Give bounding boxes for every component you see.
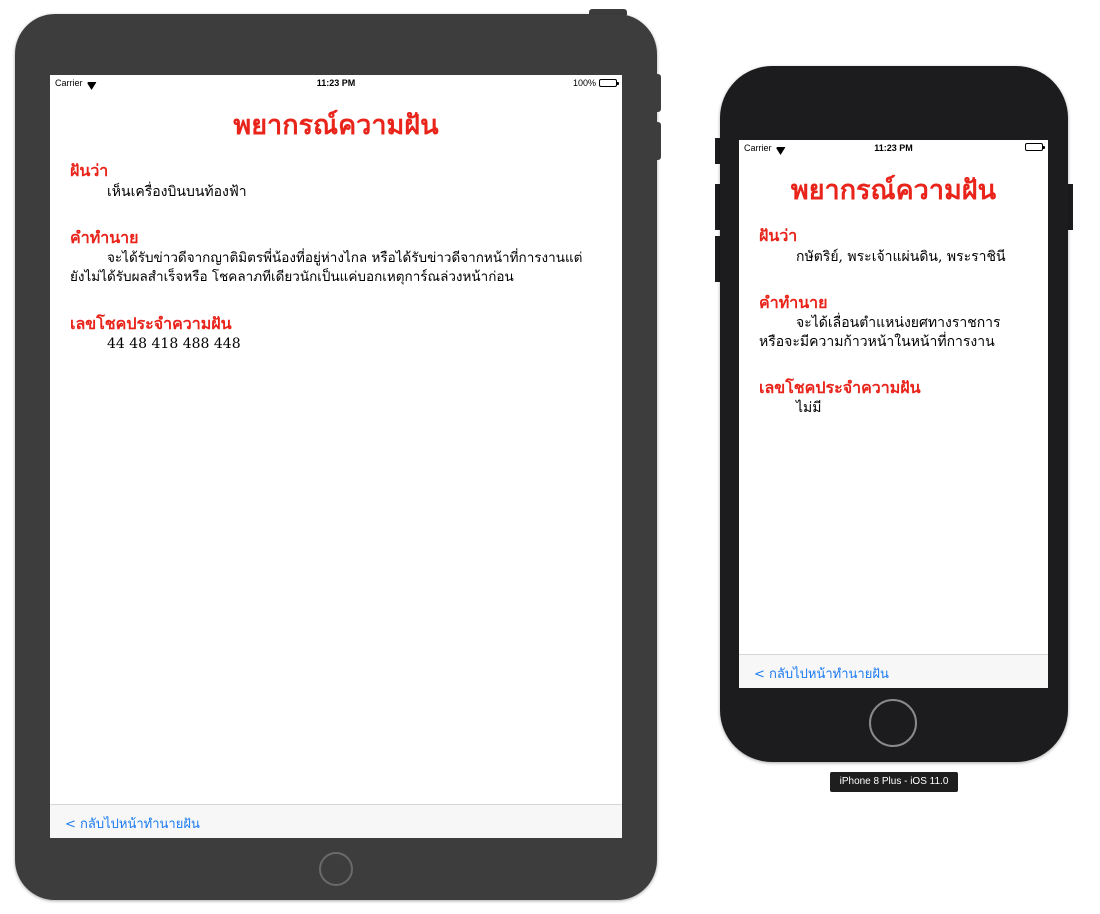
home-button[interactable]	[319, 852, 353, 886]
page-title: พยากรณ์ความฝัน	[790, 175, 997, 206]
prediction-text-line1: จะได้เลื่อนตำแหน่งยศทางราชการ	[796, 315, 1001, 331]
lucky-numbers: ไม่มี	[796, 400, 822, 416]
home-button[interactable]	[869, 699, 917, 747]
carrier-label: Carrier	[55, 78, 97, 88]
carrier-label: Carrier	[744, 143, 786, 153]
status-bar	[50, 75, 622, 91]
prediction-text-line2: ยังไม่ได้รับผลสำเร็จหรือ โชคลาภทีเดียวนักเป็นแค่บอกเหตุการ์ณล่วงหน้าก่อน	[70, 269, 514, 285]
status-time: 11:23 PM	[874, 143, 913, 153]
battery-icon	[1025, 143, 1043, 151]
iphone-power-button	[1068, 184, 1073, 230]
ipad-device	[15, 14, 657, 900]
prediction-label: คำทำนาย	[759, 293, 828, 312]
page-title: พยากรณ์ความฝัน	[233, 110, 439, 141]
prediction-text-line2: หรือจะมีความก้าวหน้าในหน้าที่การงาน	[759, 334, 995, 350]
dream-text: กษัตริย์, พระเจ้าแผ่นดิน, พระราชินี	[796, 249, 1006, 265]
back-button[interactable]: < กลับไปหน้าทำนายฝัน	[65, 817, 200, 832]
iphone-screen	[739, 140, 1048, 688]
iphone-device	[720, 66, 1068, 762]
lucky-number-label: เลขโชคประจำความฝัน	[70, 314, 232, 333]
dream-text: เห็นเครื่องบินบนท้องฟ้า	[107, 184, 247, 200]
back-button[interactable]: < กลับไปหน้าทำนายฝัน	[754, 667, 889, 682]
battery-icon	[599, 79, 617, 87]
ipad-volume-down	[656, 122, 661, 160]
status-time: 11:23 PM	[316, 78, 356, 88]
ipad-volume-up	[656, 74, 661, 112]
lucky-number-label: เลขโชคประจำความฝัน	[759, 378, 921, 397]
status-bar	[739, 140, 1048, 156]
dream-label: ฝันว่า	[759, 226, 798, 245]
prediction-text-line1: จะได้รับข่าวดีจากญาติมิตรพี่น้องที่อยู่ห่างไกล หรือได้รับข่าวดีจากหน้าที่การงานแต่	[107, 250, 583, 266]
simulator-device-label: iPhone 8 Plus - iOS 11.0	[830, 772, 958, 792]
bottom-toolbar	[739, 654, 1048, 688]
prediction-label: คำทำนาย	[70, 228, 139, 247]
ipad-screen	[50, 75, 622, 838]
dream-label: ฝันว่า	[70, 161, 109, 180]
lucky-numbers: 44 48 418 488 448	[107, 336, 241, 352]
battery-percent: 100%	[572, 78, 596, 88]
bottom-toolbar	[50, 804, 622, 838]
